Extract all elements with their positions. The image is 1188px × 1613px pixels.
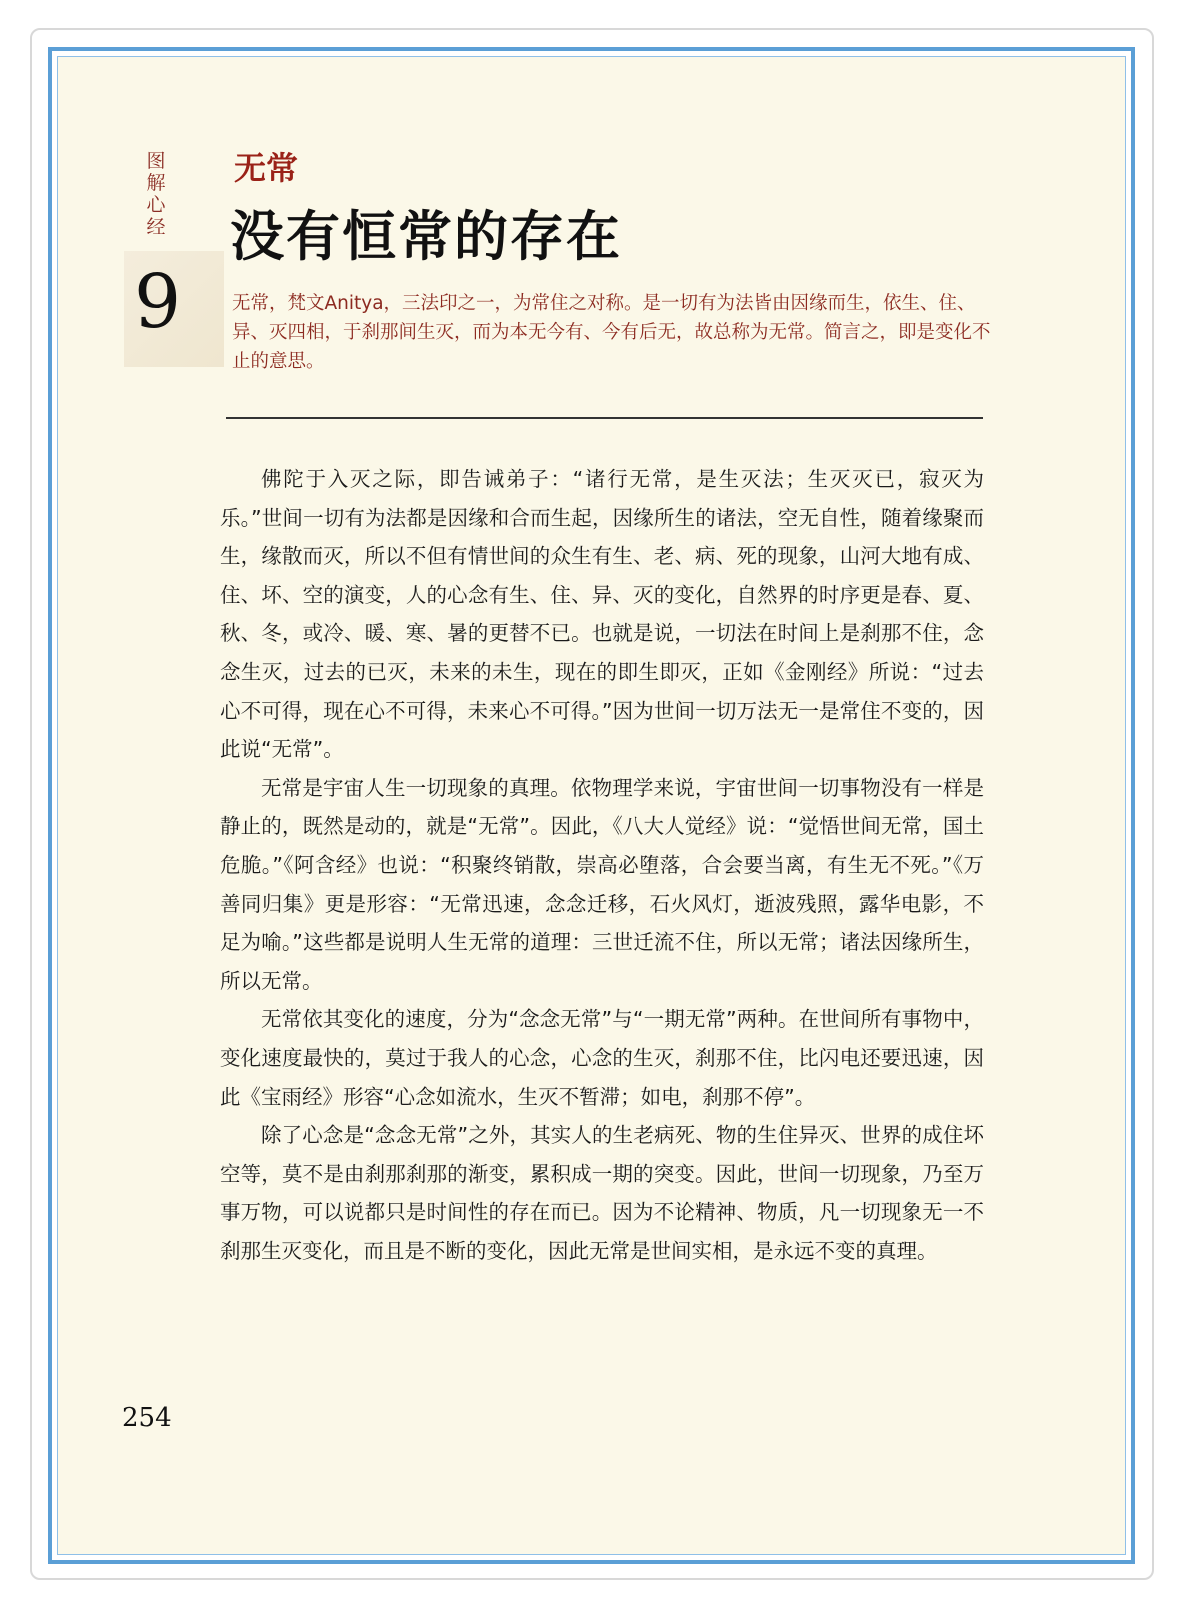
body-paragraph: 无常依其变化的速度，分为“念念无常”与“一期无常”两种。在世间所有事物中，变化速度最快的，莫过于我人的心念，心念的生灭，刹那不住，比闪电还要迅速，因此《宝雨经》形容“心念如流水，生灭不暂滞；如电，刹那不停”。	[220, 1007, 984, 1109]
page-number: 254	[122, 1403, 172, 1433]
page-frame	[48, 47, 1135, 1564]
side-label-char: 经	[146, 216, 166, 238]
side-series-label	[144, 150, 168, 238]
body-text	[220, 460, 984, 1270]
side-label-char: 心	[146, 194, 166, 216]
side-label-char: 图	[146, 150, 166, 172]
divider-rule	[226, 417, 983, 419]
body-paragraph: 无常是宇宙人生一切现象的真理。依物理学来说，宇宙世间一切事物没有一样是静止的，既然是动的，就是“无常”。因此，《八大人觉经》说：“觉悟世间无常，国土危脆。”《阿含经》也说：“积聚终销散，崇高必堕落，合会要当离，有生无不死。”《万善同归集》更是形容：“无常迅速，念念迁移，石火风灯，逝波残照，露华电影，不足为喻。”这些都是说明人生无常的道理：三世迁流不住，所以无常；诸法因缘所生，所以无常。	[220, 775, 984, 993]
body-paragraph: 除了心念是“念念无常”之外，其实人的生老病死、物的生住异灭、世界的成住坏空等，莫不是由刹那刹那的渐变，累积成一期的突变。因此，世间一切现象，乃至万事万物，可以说都只是时间性的存在而已。因为不论精神、物质，凡一切现象无一不刹那生灭变化，而且是不断的变化，因此无常是世间实相，是永远不变的真理。	[220, 1123, 984, 1263]
page-headline: 没有恒常的存在	[230, 204, 622, 268]
side-label-char: 解	[146, 172, 166, 194]
section-kicker: 无常	[234, 149, 299, 187]
chapter-number: 9	[134, 259, 182, 345]
body-paragraph: 佛陀于入灭之际，即告诫弟子：“诸行无常，是生灭法；生灭灭已，寂灭为乐。”世间一切有为法都是因缘和合而生起，因缘所生的诸法，空无自性，随着缘聚而生，缘散而灭，所以不但有情世间的众生有生、老、病、死的现象，山河大地有成、住、坏、空的演变，人的心念有生、住、异、灭的变化，自然界的时序更是春、夏、秋、冬，或冷、暖、寒、暑的更替不已。也就是说，一切法在时间上是刹那不住，念念生灭，过去的已灭，未来的未生，现在的即生即灭，正如《金刚经》所说：“过去心不可得，现在心不可得，未来心不可得。”因为世间一切万法无一是常住不变的，因此说“无常”。	[220, 467, 984, 762]
book-page	[57, 56, 1126, 1555]
intro-summary: 无常，梵文Anitya，三法印之一，为常住之对称。是一切有为法皆由因缘而生，依生、住、异、灭四相，于刹那间生灭，而为本无今有、今有后无，故总称为无常。简言之，即是变化不止的意思。	[232, 293, 991, 372]
